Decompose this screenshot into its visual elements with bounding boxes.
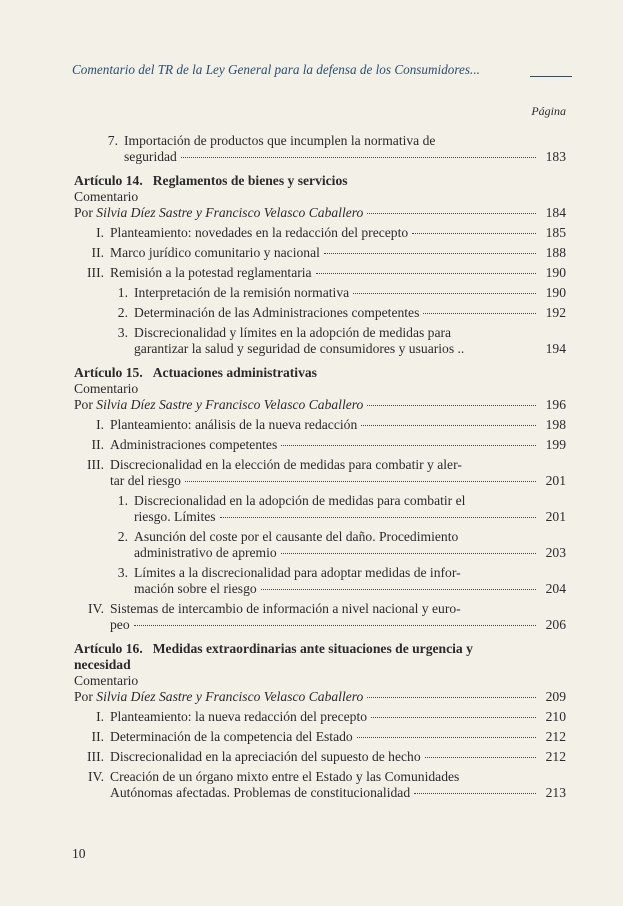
dot-leader <box>357 737 536 738</box>
article-number: Artículo 16. <box>74 641 143 656</box>
toc-entry-number: IV. <box>88 601 104 616</box>
toc-entry-number: I. <box>96 709 104 724</box>
toc-entry-text: Sistemas de intercambio de información a nivel nacional y euro- <box>110 601 461 616</box>
dot-leader <box>281 553 536 554</box>
toc-subentry <box>74 285 566 301</box>
toc-page-number: 212 <box>545 729 566 744</box>
toc-entry <box>74 245 566 261</box>
authors: Silvia Díez Sastre y Francisco Velasco Caballero <box>96 689 364 704</box>
toc-page-number: 183 <box>545 149 566 164</box>
toc-page-number: 192 <box>545 305 566 320</box>
toc-entry <box>64 133 566 165</box>
running-header: Comentario del TR de la Ley General para la defensa de los Consumidores... <box>72 62 480 77</box>
por-label: Por <box>74 205 93 220</box>
dot-leader <box>261 589 536 590</box>
authors-line <box>74 397 566 413</box>
toc-page-number: 203 <box>545 545 566 560</box>
toc-entry-text: Interpretación de la remisión normativa <box>134 285 350 300</box>
dot-leader <box>134 625 536 626</box>
toc-subentry <box>74 565 566 597</box>
dot-leader <box>220 517 536 518</box>
toc-entry-number: 1. <box>117 493 128 508</box>
toc-page-number: 210 <box>545 709 566 724</box>
toc-entry-number: 3. <box>117 325 128 340</box>
article-title: Actuaciones administrativas <box>152 365 317 380</box>
toc-page-number: 199 <box>545 437 566 452</box>
dot-leader <box>281 445 536 446</box>
toc-entry <box>74 437 566 453</box>
toc-page-number: 198 <box>545 417 566 432</box>
dot-leader <box>425 757 536 758</box>
toc-entry <box>74 601 566 633</box>
toc-entry-number: II. <box>91 729 104 744</box>
page-number: 10 <box>72 846 86 861</box>
toc-entry-text-cont: mación sobre el riesgo <box>134 581 257 596</box>
toc-entry-number: II. <box>91 437 104 452</box>
article-heading <box>74 641 566 673</box>
toc-entry-text: Discrecionalidad en la adopción de medidas para combatir el <box>134 493 466 508</box>
toc-entry-text: Marco jurídico comunitario y nacional <box>110 245 320 260</box>
toc-entry <box>74 729 566 745</box>
toc-subentry <box>74 305 566 321</box>
toc-subentry <box>74 493 566 525</box>
authors: Silvia Díez Sastre y Francisco Velasco Caballero <box>96 397 364 412</box>
toc-entry-text: Planteamiento: análisis de la nueva redacción <box>110 417 358 432</box>
dot-leader <box>367 213 536 214</box>
toc-entry-number: I. <box>96 417 104 432</box>
toc-entry <box>74 769 566 801</box>
toc-page-number: 190 <box>545 265 566 280</box>
article-number: Artículo 15. <box>74 365 143 380</box>
toc-page-number: 204 <box>545 581 566 596</box>
article-title-cont: necesidad <box>74 657 131 672</box>
toc-page-number: 201 <box>545 509 566 524</box>
authors: Silvia Díez Sastre y Francisco Velasco Caballero <box>96 205 364 220</box>
article-number: Artículo 14. <box>74 173 143 188</box>
dot-leader <box>414 793 536 794</box>
toc-entry-text-cont: tar del riesgo <box>110 473 181 488</box>
dot-leader <box>316 273 536 274</box>
comentario-label: Comentario <box>74 673 139 688</box>
toc-page-number: 209 <box>545 689 566 704</box>
toc-page-number: 194 <box>545 341 566 356</box>
toc-entry-number: 2. <box>117 529 128 544</box>
toc-entry-text-cont: riesgo. Límites <box>134 509 216 524</box>
toc-entry <box>74 709 566 725</box>
header-rule <box>530 76 572 77</box>
toc-entry-text: Discrecionalidad y límites en la adopción de medidas para <box>134 325 452 340</box>
toc-entry-text: Límites a la discrecionalidad para adoptar medidas de infor- <box>134 565 461 580</box>
toc-entry <box>74 457 566 489</box>
toc-entry-number: 1. <box>117 285 128 300</box>
toc-entry-number: III. <box>87 749 104 764</box>
dot-leader <box>185 481 536 482</box>
toc-subentry <box>74 325 566 357</box>
toc-entry-number: I. <box>96 225 104 240</box>
toc-entry-text: Determinación de las Administraciones competentes <box>134 305 420 320</box>
article-heading <box>74 173 566 189</box>
dot-leader <box>371 717 536 718</box>
toc-entry-number: III. <box>87 457 104 472</box>
dot-leader <box>423 313 536 314</box>
toc-page-number: 184 <box>545 205 566 220</box>
toc-entry-text: Creación de un órgano mixto entre el Estado y las Comunidades <box>110 769 460 784</box>
article-title: Reglamentos de bienes y servicios <box>152 173 348 188</box>
toc-page-number: 190 <box>545 285 566 300</box>
toc-subentry <box>74 529 566 561</box>
toc-entry-text: Determinación de la competencia del Estado <box>110 729 353 744</box>
toc-entry-text: Administraciones competentes <box>110 437 278 452</box>
dot-leader <box>361 425 536 426</box>
table-of-contents <box>74 133 566 801</box>
dot-leader <box>324 253 536 254</box>
comentario-label: Comentario <box>74 189 139 204</box>
authors-line <box>74 689 566 705</box>
toc-entry-text-cont: Autónomas afectadas. Problemas de constitucionalidad <box>110 785 411 800</box>
authors-line <box>74 205 566 221</box>
toc-entry-text: Asunción del coste por el causante del daño. Procedimiento <box>134 529 459 544</box>
dot-leader <box>181 157 536 158</box>
toc-entry-number: 3. <box>117 565 128 580</box>
toc-page-number: 212 <box>545 749 566 764</box>
toc-entry-number: 7. <box>107 133 118 148</box>
toc-entry <box>74 225 566 241</box>
toc-entry-text: Discrecionalidad en la elección de medidas para combatir y aler- <box>110 457 462 472</box>
comentario-label: Comentario <box>74 381 139 396</box>
toc-page-number: 206 <box>545 617 566 632</box>
toc-entry-text-cont: seguridad <box>124 149 177 164</box>
toc-entry-text: Importación de productos que incumplen la normativa de <box>124 133 436 148</box>
toc-page-number: 188 <box>545 245 566 260</box>
toc-entry-text: Discrecionalidad en la apreciación del supuesto de hecho <box>110 749 421 764</box>
toc-entry-text: Planteamiento: la nueva redacción del precepto <box>110 709 368 724</box>
toc-entry <box>74 749 566 765</box>
toc-entry-text: Remisión a la potestad reglamentaria <box>110 265 312 280</box>
toc-entry-text-cont: peo <box>110 617 130 632</box>
toc-entry-number: IV. <box>88 769 104 784</box>
dot-leader <box>353 293 536 294</box>
toc-entry-text-cont: garantizar la salud y seguridad de consumidores y usuarios .. <box>134 341 465 356</box>
toc-page-number: 196 <box>545 397 566 412</box>
toc-entry <box>74 265 566 281</box>
toc-entry-text: Planteamiento: novedades en la redacción del precepto <box>110 225 409 240</box>
dot-leader <box>412 233 536 234</box>
toc-entry-number: 2. <box>117 305 128 320</box>
pagina-label: Página <box>531 104 566 118</box>
toc-page-number: 185 <box>545 225 566 240</box>
toc-page-number: 213 <box>545 785 566 800</box>
por-label: Por <box>74 689 93 704</box>
toc-entry-number: II. <box>91 245 104 260</box>
article-heading <box>74 365 566 381</box>
toc-entry-number: III. <box>87 265 104 280</box>
toc-entry <box>74 417 566 433</box>
dot-leader <box>367 405 536 406</box>
toc-page-number: 201 <box>545 473 566 488</box>
por-label: Por <box>74 397 93 412</box>
dot-leader <box>367 697 536 698</box>
toc-entry-text-cont: administrativo de apremio <box>134 545 277 560</box>
article-title: Medidas extraordinarias ante situaciones de urgencia y <box>152 641 473 656</box>
